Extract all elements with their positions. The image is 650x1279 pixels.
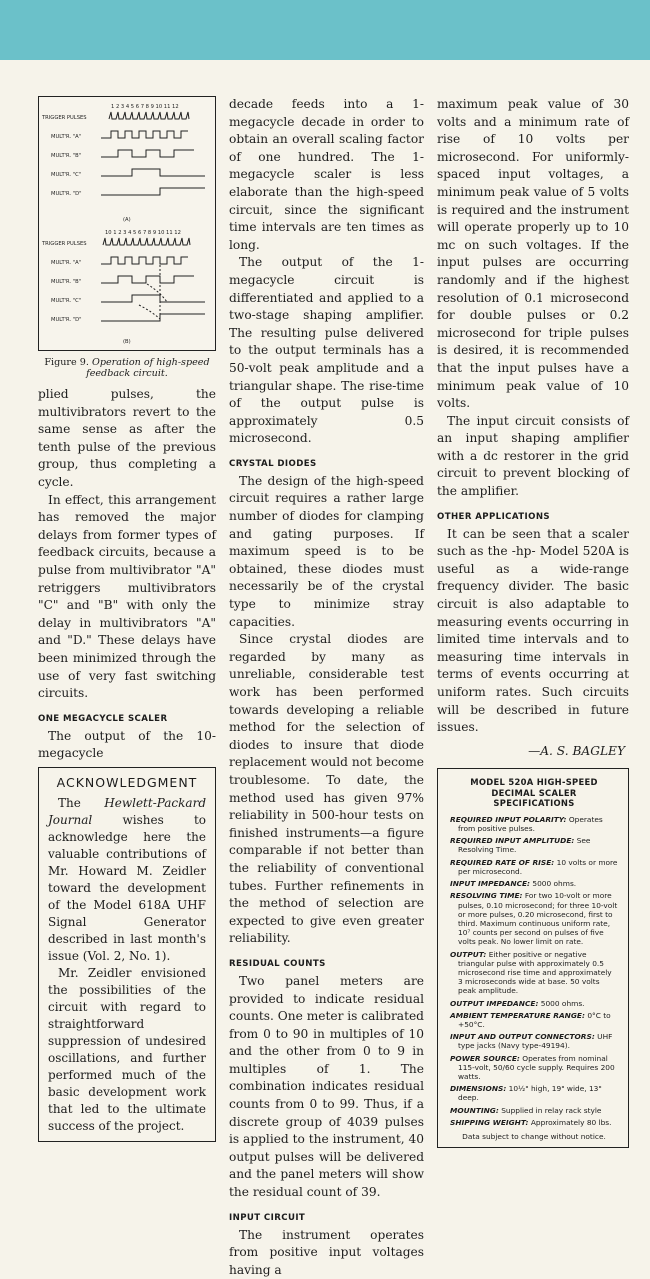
specifications-title: MODEL 520A HIGH-SPEED DECIMAL SCALER SPECIFICATIONS: [470, 777, 598, 809]
specifications-box: [437, 768, 629, 1148]
wave-mult-c-b: [101, 295, 205, 302]
acknowledgment-paragraph: The Hewlett-Packard Journal wishes to acknowledge here the valuable contributions of Mr. Howard M. Zeidler toward the development of the Model 618A UHF Signal Generator described in last month's issue (Vol. 2, No. 1).: [48, 795, 206, 963]
label-mult-a-b: MULT'R. "A": [51, 260, 82, 266]
trigger-pulses-b: [103, 238, 190, 245]
paragraph: The design of the high-speed circuit requires a rather large number of diodes for clamping and gating purposes. If maximum speed is to be obtained, these diodes must necessarily be of the crystal type to minimize stray capacities.: [229, 473, 424, 629]
label-mult-c-b: MULT'R. "C": [51, 298, 82, 304]
pulse-numbers-a: 1 2 3 4 5 6 7 8 9 10 11 12: [111, 104, 179, 110]
section-heading: RESIDUAL COUNTS: [229, 958, 326, 969]
figure-9: [38, 96, 216, 351]
spec-item: REQUIRED RATE OF RISE: 10 volts or more per microsecond.: [450, 857, 618, 876]
spec-item: OUTPUT: Either positive or negative triangular pulse with approximately 0.5 microsecond rise time and approximately 3 microseconds wide at base. 50 volts peak amplitude.: [450, 949, 612, 996]
column-1: [38, 96, 216, 1142]
trigger-pulses-a: [109, 112, 189, 119]
spec-item: REQUIRED INPUT AMPLITUDE: See Resolving Time.: [450, 836, 591, 855]
label-trigger-a: TRIGGER PULSES: [42, 115, 87, 121]
column-3: [437, 96, 629, 1148]
paragraph: Two panel meters are provided to indicate residual counts. One meter is calibrated from 0 to 90 in multiples of 10 and the other from 0 to 9 in multiples of 1. The combination indicates residual counts from 0 to 99. Thus, if a discrete group of 4039 pulses is applied to the instrument, 40 output pulses will be delivered and the panel meters will show the residual count of 39.: [229, 973, 424, 1200]
paragraph: It can be seen that a scaler such as the -hp- Model 520A is useful as a wide-range frequency divider. The basic circuit is also adaptable to measuring events occurring in limited time intervals and to measuring time intervals in terms of events occurring at uniform rates. Such circuits will be described in future issues.: [437, 526, 629, 735]
spec-item: POWER SOURCE: Operates from nominal 115-volt, 50/60 cycle supply. Requires 200 watts.: [450, 1053, 615, 1081]
label-trigger-b: TRIGGER PULSES: [42, 241, 87, 247]
feedback-dashed: [139, 257, 167, 321]
wave-mult-d: [101, 188, 205, 195]
label-mult-c: MULT'R. "C": [51, 172, 82, 178]
spec-item: RESOLVING TIME: For two 10-volt or more pulses, 0.10 microsecond; for three 10-volt or more pulses, 0.20 microsecond, first to third. Maximum continuous uniform rate, 10⁷ counts per second on pulses of five volts peak. No lower limit on rate.: [450, 891, 618, 947]
wave-mult-c: [101, 169, 205, 176]
label-mult-b-b: MULT'R. "B": [51, 279, 82, 285]
wave-mult-d-b: [101, 314, 205, 321]
acknowledgment-title: ACKNOWLEDGMENT: [56, 774, 198, 790]
paragraph: The instrument operates from positive input voltages having a: [229, 1227, 424, 1277]
column-2: [229, 96, 424, 1279]
label-mult-d-b: MULT'R. "D": [51, 317, 82, 323]
label-mult-d: MULT'R. "D": [51, 191, 82, 197]
author-signature: —A. S. BAGLEY: [528, 743, 625, 758]
label-mult-b: MULT'R. "B": [51, 153, 82, 159]
wave-mult-a-b: [101, 257, 188, 264]
timing-diagram: [39, 97, 215, 348]
section-heading: CRYSTAL DIODES: [229, 458, 317, 469]
header-band: [0, 0, 650, 60]
paragraph: plied pulses, the multivibrators revert to the same sense as after the tenth pulse of the previous group, thus completing a cycle.: [38, 387, 216, 489]
paragraph: The output of the 10-megacycle: [38, 728, 216, 761]
spec-note: Data subject to change without notice.: [462, 1131, 606, 1141]
paragraph: The output of the 1-megacycle circuit is differentiated and applied to a two-stage shaping amplifier. The resulting pulse delivered to the output terminals has a 50-volt peak amplitude and a triangular shape. The rise-time of the output pulse is approximately 0.5 microsecond.: [229, 255, 424, 446]
wave-mult-a: [101, 131, 188, 138]
figure-label-a: (A): [123, 217, 131, 223]
spec-item: OUTPUT IMPEDANCE: 5000 ohms.: [450, 998, 585, 1008]
spec-item: DIMENSIONS: 10½" high, 19" wide, 13" deep.: [450, 1084, 602, 1103]
spec-item: AMBIENT TEMPERATURE RANGE: 0°C to +50°C.: [450, 1010, 611, 1029]
section-heading: ONE MEGACYCLE SCALER: [38, 713, 168, 724]
acknowledgment-paragraph: Mr. Zeidler envisioned the possibilities of the circuit with regard to straightforward suppression of undesired oscillations, and further performed much of the basic development work that led to the ultimate success of the project.: [48, 965, 206, 1133]
wave-mult-b-b: [101, 276, 194, 283]
spec-item: MOUNTING: Supplied in relay rack style: [450, 1105, 602, 1115]
section-heading: INPUT CIRCUIT: [229, 1212, 306, 1223]
paragraph: The input circuit consists of an input shaping amplifier with a dc restorer in the grid circuit to prevent blocking of the amplifier.: [437, 413, 629, 499]
paragraph: maximum peak value of 30 volts and a minimum rate of rise of 10 volts per microsecond. For uniformly-spaced input voltages, a minimum peak value of 5 volts is required and the instrument will operate properly up to 10 mc on such voltages. If the input pulses are occurring randomly and if the highest resolution of 0.1 microsecond for double pulses or 0.2 microsecond for triple pulses is desired, it is recommended that the input pulses have a minimum peak value of 10 volts.: [437, 97, 629, 411]
acknowledgment-box: [38, 767, 216, 1142]
spec-item: INPUT AND OUTPUT CONNECTORS: UHF type jacks (Navy type-49194).: [450, 1032, 613, 1051]
paragraph: In effect, this arrangement has removed the major delays from former types of feedback circuits, because a pulse from multivibrator "A" retriggers multivibrators "C" and "B" with only the delay in multivibrators "A" and "D." These delays have been minimized through the use of very fast switching circuits.: [38, 492, 216, 701]
figure-label-b: (B): [123, 339, 131, 345]
spec-item: INPUT IMPEDANCE: 5000 ohms.: [450, 879, 577, 889]
wave-mult-b: [101, 150, 194, 157]
label-mult-a: MULT'R. "A": [51, 134, 82, 140]
paragraph: decade feeds into a 1-megacycle decade in order to obtain an overall scaling factor of one hundred. The 1-megacycle scaler is less elaborate than the high-speed circuit, since the significant time intervals are ten times as long.: [229, 97, 424, 252]
pulse-numbers-b: 10 1 2 3 4 5 6 7 8 9 10 11 12: [105, 230, 181, 236]
spec-item: REQUIRED INPUT POLARITY: Operates from positive pulses.: [450, 814, 603, 834]
section-heading: OTHER APPLICATIONS: [437, 511, 550, 522]
paragraph: Since crystal diodes are regarded by many as unreliable, considerable test work has been performed towards developing a reliable method for the selection of diodes to insure that diode replacement would not become troublesome. To date, the method used has given 97% reliability in 500-hour tests on finished instruments—a figure comparable if not better than the reliability of conventional tubes. Further refinements in the method of selection are expected to give even greater reliability.: [229, 632, 424, 946]
figure-caption: Figure 9. Operation of high-speed feedback circuit.: [44, 357, 210, 379]
spec-item: SHIPPING WEIGHT: Approximately 80 lbs.: [450, 1117, 612, 1127]
